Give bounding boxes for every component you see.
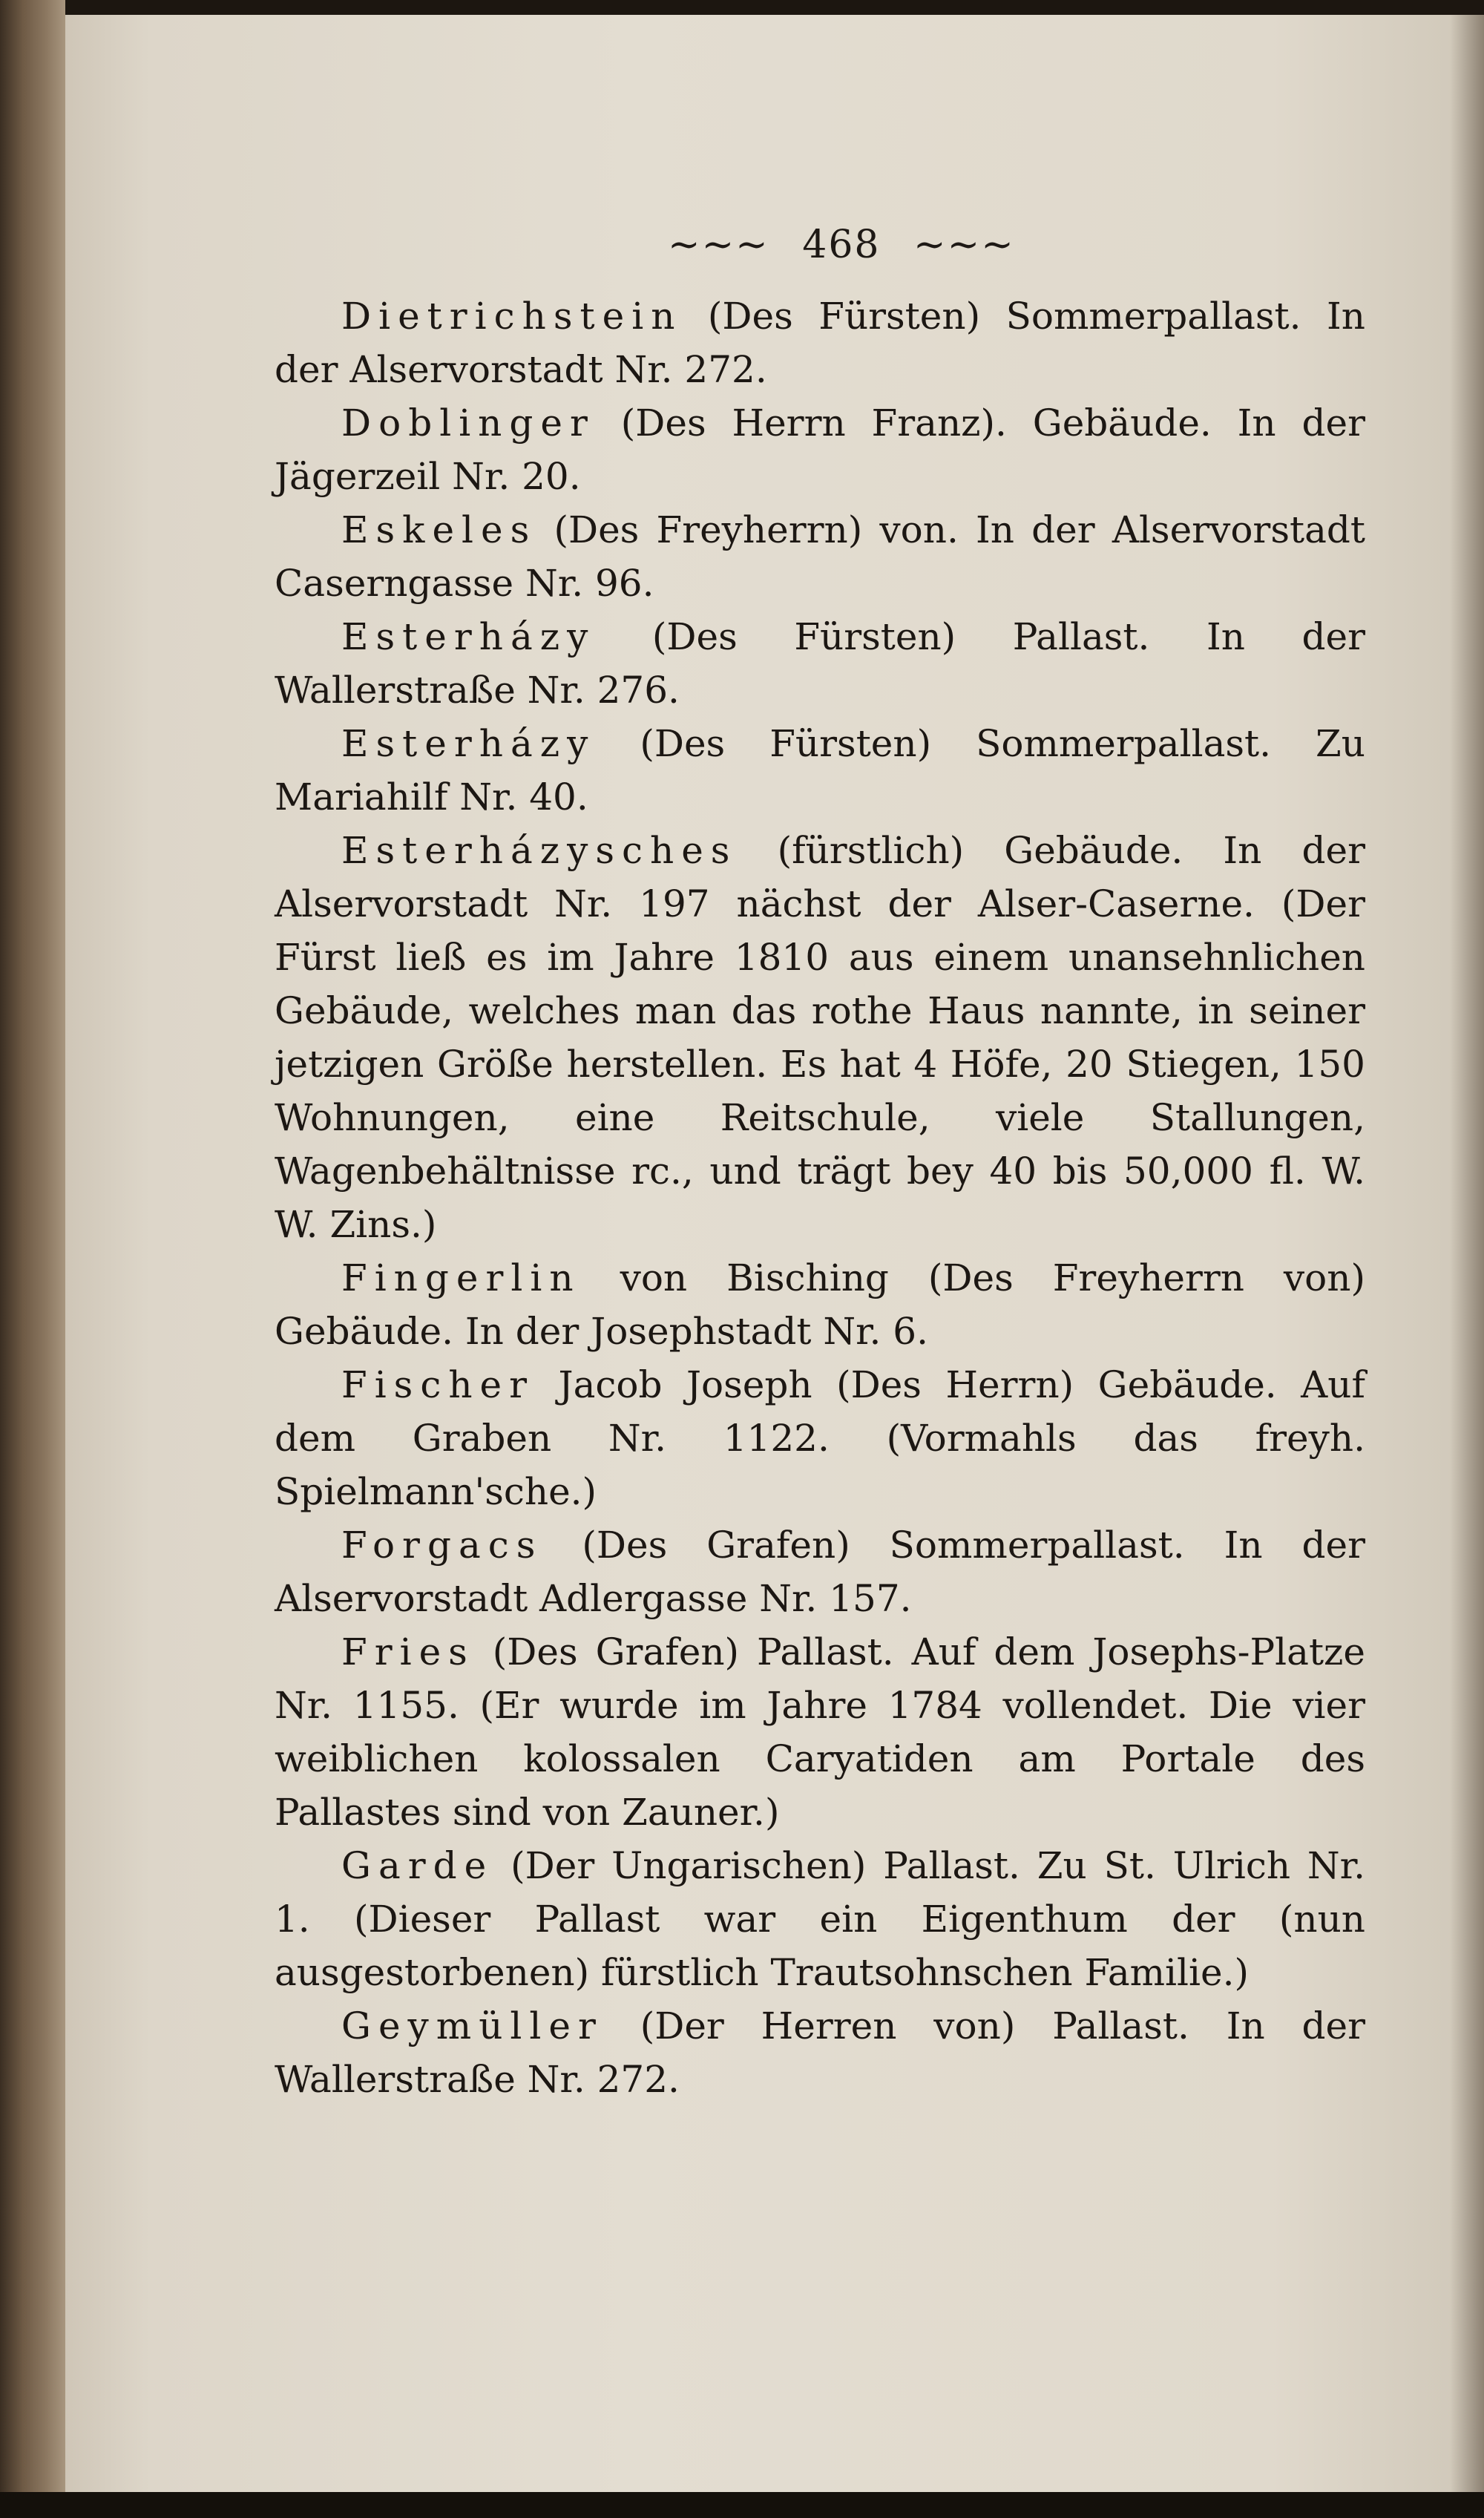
entry-name: Eskeles	[341, 508, 537, 551]
entry	[275, 1839, 1365, 1999]
entry	[275, 1518, 1365, 1625]
entry	[275, 289, 1365, 396]
entry-text: (Des Herrn Franz). Gebäude. In der Jägerzeil Nr. 20.	[275, 401, 1365, 498]
entry-name: Esterházysches	[341, 829, 738, 872]
entry	[275, 1251, 1365, 1358]
book-top-edge	[0, 0, 1484, 15]
entry	[275, 1358, 1365, 1518]
entry-text: (Des Grafen) Sommerpallast. In der Alservorstadt Adlergasse Nr. 157.	[275, 1524, 1365, 1620]
entry-text: (fürstlich) Gebäude. In der Alservorstadt Nr. 197 nächst der Alser-Caserne. (Der Fürst ließ es im Jahre 1810 aus einem unansehnlichen Gebäude, welches man das rothe Haus nannte, in seiner jetzigen Größe herstellen. Es hat 4 Höfe, 20 Stiegen, 150 Wohnungen, eine Reitschule, viele Stallungen, Wagenbehältnisse rc., und trägt bey 40 bis 50,000 fl. W. W. Zins.)	[275, 829, 1365, 1246]
entry-name: Dietrichstein	[341, 295, 683, 338]
entry-text: (Des Grafen) Pallast. Auf dem Josephs-Platze Nr. 1155. (Er wurde im Jahre 1784 vollendet. Die vier weiblichen kolossalen Caryatiden am Portale des Pallastes sind von Zauner.)	[275, 1630, 1365, 1834]
entry-list	[275, 289, 1365, 2106]
entry	[275, 503, 1365, 610]
entry-name: Fingerlin	[341, 1256, 581, 1299]
entry-text: (Des Fürsten) Pallast. In der Wallerstraße Nr. 276.	[275, 615, 1365, 712]
entry-text: (Der Ungarischen) Pallast. Zu St. Ulrich Nr. 1. (Dieser Pallast war ein Eigenthum der (nun ausgestorbenen) fürstlich Trautsohnschen Familie.)	[275, 1844, 1365, 1994]
header-ornament-right: ~~~	[913, 223, 1015, 267]
book-bottom-edge	[0, 2492, 1484, 2518]
entry-name: Fries	[341, 1630, 475, 1673]
entry-text: von Bisching (Des Freyherrn von) Gebäude. In der Josephstadt Nr. 6.	[275, 1256, 1365, 1353]
entry	[275, 717, 1365, 824]
entry-name: Garde	[341, 1844, 494, 1887]
entry	[275, 824, 1365, 1251]
entry-name: Forgacs	[341, 1524, 543, 1567]
entry-text: (Der Herren von) Pallast. In der Wallerstraße Nr. 272.	[275, 2004, 1365, 2101]
entry	[275, 1999, 1365, 2106]
header-ornament-left: ~~~	[668, 223, 769, 267]
page-shadow	[1450, 15, 1484, 2492]
entry-name: Esterházy	[341, 615, 596, 658]
page-number: 468	[802, 223, 881, 267]
entry-name: Fischer	[341, 1363, 535, 1406]
entry-name: Doblinger	[341, 401, 595, 445]
entry-name: Geymüller	[341, 2004, 603, 2047]
entry	[275, 1625, 1365, 1839]
entry-name: Esterházy	[341, 722, 596, 765]
entry	[275, 396, 1365, 503]
entry-text: (Des Fürsten) Sommerpallast. Zu Mariahilf Nr. 40.	[275, 722, 1365, 819]
page-header	[668, 223, 1113, 267]
book-spine-edge	[0, 0, 65, 2518]
entry-text: (Des Freyherrn) von. In der Alservorstadt Caserngasse Nr. 96.	[275, 508, 1365, 605]
entry-text: (Des Fürsten) Sommerpallast. In der Alservorstadt Nr. 272.	[275, 295, 1365, 391]
entry-text: Jacob Joseph (Des Herrn) Gebäude. Auf dem Graben Nr. 1122. (Vormahls das freyh. Spielmann'sche.)	[275, 1363, 1365, 1513]
entry	[275, 610, 1365, 717]
